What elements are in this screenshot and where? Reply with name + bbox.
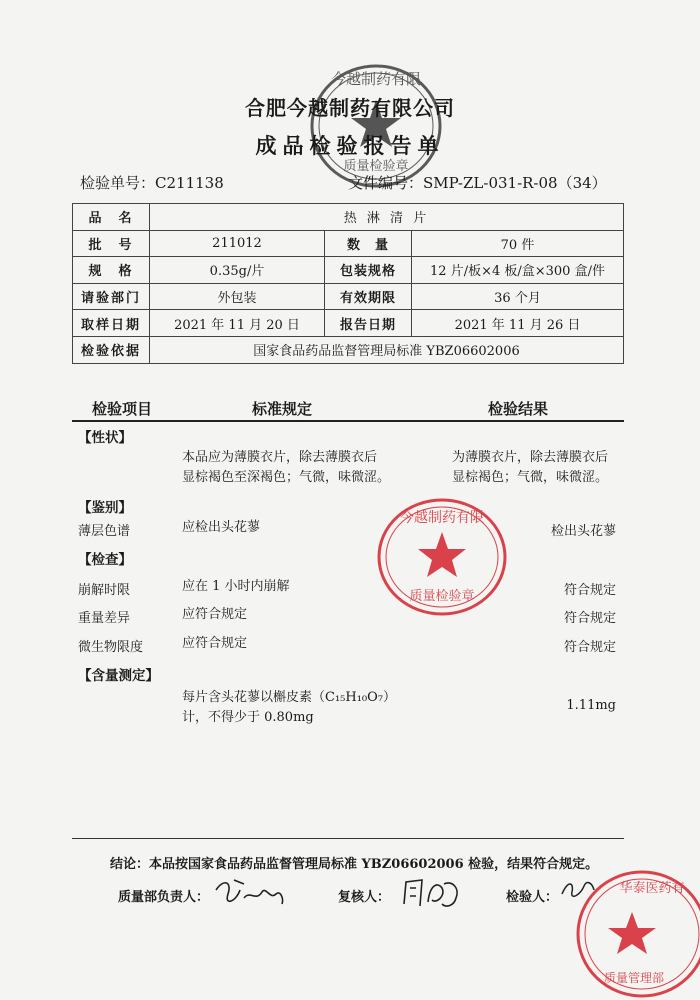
tlc-standard: 应检出头花蓼 (182, 520, 261, 535)
file-number-value: SMP-ZL-031-R-08（34） (423, 174, 607, 192)
quality-management-stamp (570, 862, 700, 1000)
qa-head-signature (210, 872, 288, 912)
table-row (73, 336, 624, 363)
col-standard-header: 标准规定 (252, 400, 313, 418)
svg-text:质量检验章: 质量检验章 (343, 159, 409, 174)
report-title: 成品检验报告单 (255, 133, 445, 158)
inspector-label: 检验人： (506, 890, 559, 905)
sample-date-value: 2021 年 11 月 20 日 (150, 310, 325, 337)
identification-category: 【鉴别】 (78, 500, 132, 516)
inspection-number (80, 172, 224, 193)
microbial-limit-standard: 应符合规定 (182, 636, 248, 651)
qa-head-label: 质量部负责人： (118, 890, 210, 905)
svg-text:质量检验章: 质量检验章 (409, 589, 475, 604)
character-result-line: 显棕褐色；气微，味微涩。 (452, 470, 609, 485)
col-result-header: 检验结果 (488, 400, 549, 418)
svg-text:今越制药有限: 今越制药有限 (330, 70, 422, 88)
character-standard (182, 448, 390, 488)
product-info-table (72, 203, 624, 364)
character-standard-line: 显棕褐色至深褐色；气微，味微涩。 (182, 470, 391, 485)
disintegration-result: 符合规定 (563, 583, 616, 598)
validity-label: 有效期限 (325, 283, 412, 310)
reviewer-signature (396, 874, 466, 914)
batch-value: 211012 (150, 230, 325, 257)
character-result-line: 为薄膜衣片，除去薄膜衣后 (452, 450, 609, 465)
assay-standard-line: 计，不得少于 0.80mg (182, 710, 314, 725)
package-value: 12 片/板×4 板/盒×300 盒/件 (412, 257, 624, 284)
table-row (73, 283, 624, 310)
dept-label: 请验部门 (73, 283, 150, 310)
sample-date-label: 取样日期 (73, 310, 150, 337)
report-date-label: 报告日期 (325, 310, 412, 337)
assay-standard (182, 688, 396, 728)
disintegration-standard: 应在 1 小时内崩解 (182, 579, 290, 594)
reviewer-label: 复核人： (338, 890, 391, 905)
file-number (348, 172, 607, 193)
svg-text:今越制药有限: 今越制药有限 (400, 510, 484, 526)
batch-label: 批 号 (73, 230, 150, 257)
inspection-number-label: 检验单号： (80, 174, 156, 192)
tlc-result: 检出头花蓼 (550, 524, 616, 539)
svg-text:质量管理部: 质量管理部 (603, 971, 665, 985)
svg-text:华泰医药有: 华泰医药有 (619, 881, 685, 896)
validity-value: 36 个月 (412, 283, 624, 310)
weight-variation-result: 符合规定 (563, 611, 616, 626)
product-name-label: 品 名 (73, 204, 150, 231)
character-category: 【性状】 (78, 430, 132, 446)
table-row (73, 310, 624, 337)
basis-label: 检验依据 (73, 336, 150, 363)
spec-label: 规 格 (73, 257, 150, 284)
spec-value: 0.35g/片 (150, 257, 325, 284)
assay-standard-line: 每片含头花蓼以槲皮素（C₁₅H₁₀O₇） (182, 690, 396, 705)
dept-value: 外包装 (150, 283, 325, 310)
company-name: 合肥今越制药有限公司 (245, 96, 455, 120)
table-row (73, 204, 624, 231)
weight-variation-item: 重量差异 (78, 611, 131, 626)
character-standard-line: 本品应为薄膜衣片，除去薄膜衣后 (182, 450, 378, 465)
assay-result: 1.11mg (566, 698, 616, 713)
microbial-limit-item: 微生物限度 (78, 640, 144, 655)
tlc-item: 薄层色谱 (78, 524, 131, 539)
quantity-label: 数 量 (325, 230, 412, 257)
character-result (452, 448, 608, 488)
file-number-label: 文件编号： (348, 174, 424, 192)
quality-inspection-stamp (374, 496, 510, 618)
microbial-limit-result: 符合规定 (563, 640, 616, 655)
conclusion: 结论：本品按国家食品药品监督管理局标准 YBZ06602006 检验，结果符合规定。 (110, 857, 599, 872)
basis-value: 国家食品药品监督管理局标准 YBZ06602006 (150, 336, 624, 363)
disintegration-item: 崩解时限 (78, 583, 131, 598)
col-item-header: 检验项目 (92, 400, 153, 418)
assay-category: 【含量测定】 (78, 668, 159, 684)
quantity-value: 70 件 (412, 230, 624, 257)
table-row (73, 257, 624, 284)
report-date-value: 2021 年 11 月 26 日 (412, 310, 624, 337)
footer-divider (72, 838, 624, 839)
header-divider (72, 420, 624, 422)
inspection-number-value: C211138 (155, 174, 224, 192)
product-name-value: 热 淋 清 片 (150, 204, 624, 231)
table-row (73, 230, 624, 257)
check-category: 【检查】 (78, 552, 132, 568)
weight-variation-standard: 应符合规定 (182, 607, 248, 622)
package-label: 包装规格 (325, 257, 412, 284)
